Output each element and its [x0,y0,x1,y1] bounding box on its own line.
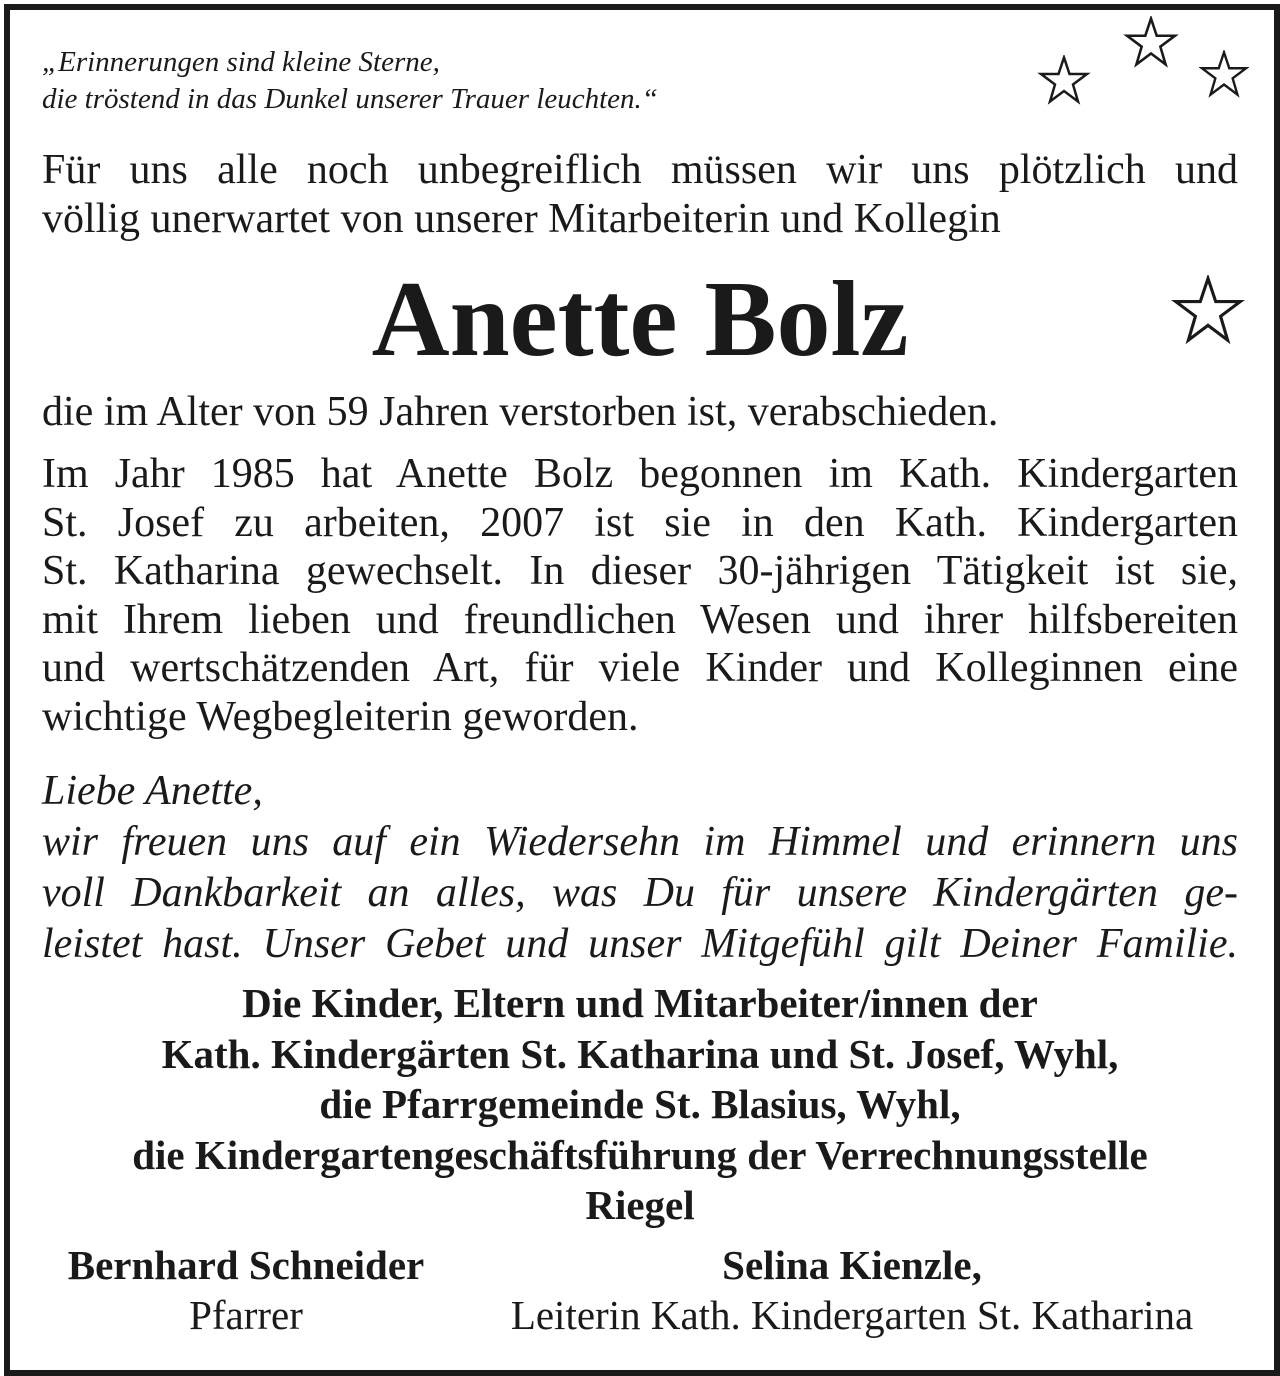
sender-line: die Kindergartengeschäftsführung der Verrechnungsstelle [132,1131,1148,1178]
signature-name: Selina Kienzle, [722,1242,982,1288]
age-line: die im Alter von 59 Jahren verstorben ist, verabschieden. [42,389,999,435]
signature-role: Leiterin Kath. Kindergarten St. Katharina [510,1292,1194,1338]
signature-role: Pfarrer [189,1292,303,1338]
star-icon [1123,16,1179,68]
bio-line: St. Josef zu arbeiten, 2007 ist sie in den Kath. Kindergarten [42,499,1238,546]
intro-line: Für uns alle noch unbegreiflich müssen wir uns plötzlich und [42,147,1238,193]
sender-line: Riegel [585,1182,695,1228]
farewell-line: leistet hast. Unser Gebet und unser Mitgefühl gilt Deiner Familie. [42,921,1238,967]
sender-line: Die Kinder, Eltern und Mitarbeiter/innen der [242,980,1038,1026]
bio-line: und wertschätzenden Art, für viele Kinder und Kolleginnen eine [42,645,1238,691]
bio-line: wichtige Wegbegleiterin geworden. [42,693,639,740]
biography [42,450,1238,741]
bio-line: mit Ihrem lieben und freundlichen Wesen und ihrer hilfsbereiten [42,596,1238,643]
farewell-line: Liebe Anette, [42,768,263,814]
quote-line: die tröstend in das Dunkel unserer Trauer leuchten.“ [42,83,658,115]
intro-line: völlig unerwartet von unserer Mitarbeiterin und Kollegin [42,196,1001,242]
star-icon [1037,55,1091,105]
sender-line: Kath. Kindergärten St. Katharina und St. Josef, Wyhl, [161,1030,1119,1077]
senders-block [0,978,1280,1231]
farewell-line: wir freuen uns auf ein Wiedersehn im Himmel und erinnern uns [42,819,1238,865]
opening-quote [42,44,1002,118]
bio-line: St. Katharina gewechselt. In dieser 30-jährigen Tätigkeit ist sie, [42,548,1238,594]
intro-text [42,146,1238,244]
signature-right [462,1240,1242,1340]
star-icon [1170,275,1246,345]
sender-line: die Pfarrgemeinde St. Blasius, Wyhl, [319,1081,961,1127]
signature-left [42,1240,450,1340]
farewell-line: voll Dankbarkeit an alles, was Du für unsere Kindergärten ge- [42,870,1238,916]
star-icon [1199,50,1249,98]
deceased-name: Anette Bolz [371,260,909,379]
farewell-message [42,766,1238,970]
bio-line: Im Jahr 1985 hat Anette Bolz begonnen im Kath. Kindergarten [42,451,1238,497]
quote-line: „Erinnerungen sind kleine Sterne, [42,46,440,78]
signature-name: Bernhard Schneider [67,1242,425,1288]
